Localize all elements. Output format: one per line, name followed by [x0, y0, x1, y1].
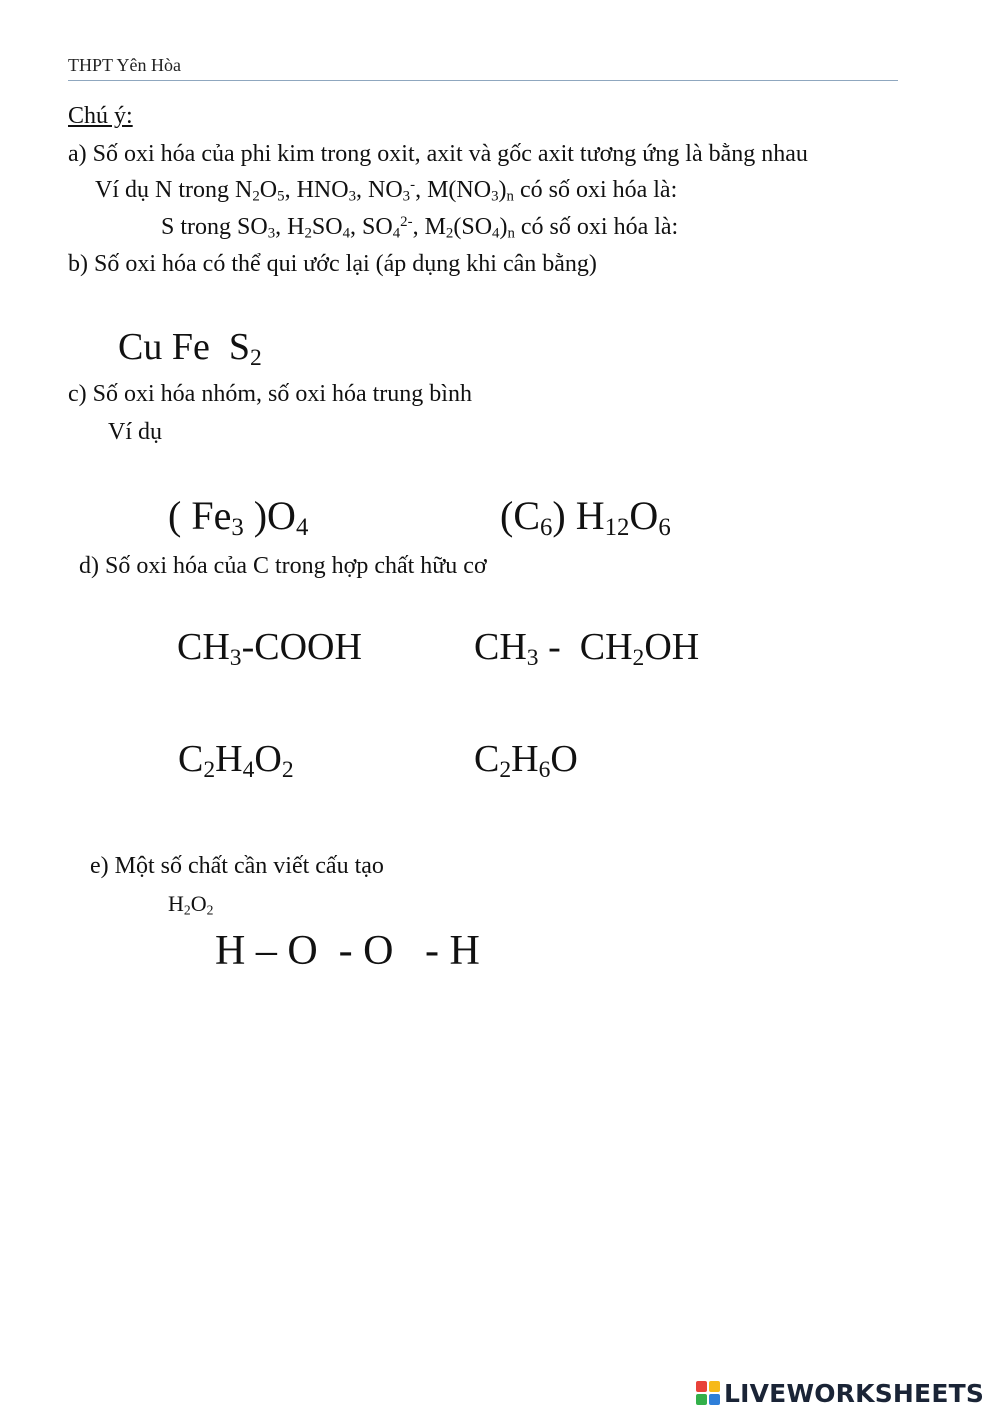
formula-ch3ch2oh: $CH_3 - CH_2OH$: [474, 626, 700, 671]
formula-h2o2: $H_2O_2$: [168, 891, 214, 918]
formula-ch3cooh: $CH_3$-COOH: [177, 626, 362, 671]
header-divider: [68, 80, 898, 81]
liveworksheets-logo-text: LIVEWORKSHEETS: [724, 1378, 985, 1408]
formula-c2h6o: $C_2H_6O$: [474, 738, 578, 783]
note-title: Chú ý:: [68, 103, 133, 129]
section-d-text: d) Số oxi hóa của C trong hợp chất hữu cơ: [79, 553, 487, 579]
structure-h2o2: H – O - O - H: [215, 928, 480, 974]
section-b-text: b) Số oxi hóa có thể qui ước lại (áp dụng khi cân bằng): [68, 251, 597, 277]
formula-c6h12o6: $(C_6)$ $H_{12}O_6$: [500, 493, 671, 542]
header-school: THPT Yên Hòa: [68, 55, 181, 75]
liveworksheets-logo: [696, 1378, 984, 1408]
formula-c2h4o2: $C_2H_4O_2$: [178, 738, 294, 783]
section-a-text: a) Số oxi hóa của phi kim trong oxit, axit và gốc axit tương ứng là bằng nhau: [68, 141, 808, 167]
section-e-text: e) Một số chất cần viết cấu tạo: [90, 853, 384, 879]
section-a-example-s: S trong $SO_3$, $H_2SO_4$, $SO_4^{2-}$, $M_2(SO_4)_n$ có số oxi hóa là:: [161, 213, 679, 242]
section-c-example-label: Ví dụ: [108, 419, 162, 445]
section-a-example-n: Ví dụ N trong $N_2O_5$, $HNO_3$, $NO_3^-$, $M(NO_3)_n$ có số oxi hóa là:: [95, 176, 678, 205]
section-c-text: c) Số oxi hóa nhóm, số oxi hóa trung bình: [68, 381, 472, 407]
formula-fe3o4: ( $Fe_3$ )$O_4$: [168, 493, 309, 542]
liveworksheets-logo-icon: [696, 1380, 722, 1406]
formula-cufes2: Cu Fe $S_2$: [118, 326, 262, 371]
